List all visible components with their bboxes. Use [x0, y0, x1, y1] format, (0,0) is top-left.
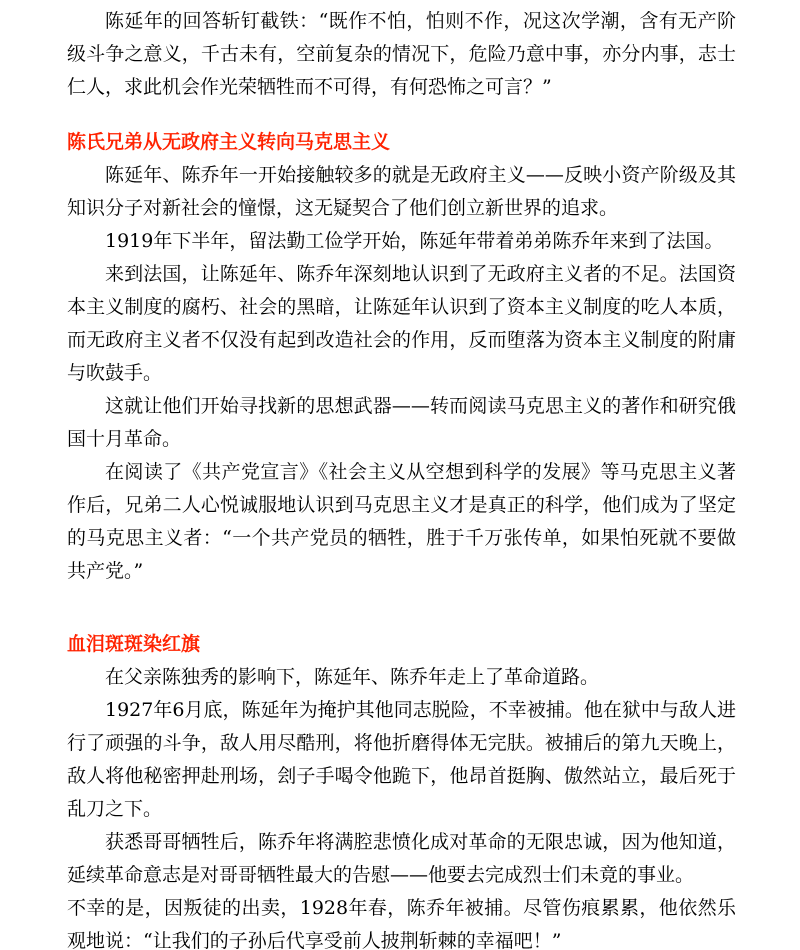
paragraph-1927-arrest: 1927年6月底，陈延年为掩护其他同志脱险，不幸被捕。他在狱中与敌人进行了顽强的斗争，敌人用尽酷刑，将他折磨得体无完肤。被捕后的第九天晚上，敌人将他秘密押赴刑场，刽子手喝令他跪下，他昂首挺胸、傲然站立，最后死于乱刀之下。: [67, 699, 736, 820]
paragraph-1928-arrest: 不幸的是，因叛徒的出卖，1928年春，陈乔年被捕。尽管伤痕累累，他依然乐观地说：“让我们的子孙后代享受前人披荆斩棘的幸福吧！”: [67, 897, 736, 950]
paragraph-new-ideological-weapon: 这就让他们开始寻找新的思想武器——转而阅读马克思主义的著作和研究俄国十月革命。: [67, 395, 736, 450]
section-heading-blood-stained-red-flag: 血泪斑斑染红旗: [67, 633, 201, 655]
paragraph-anarchism-contact: 陈延年、陈乔年一开始接触较多的就是无政府主义——反映小资产阶级及其知识分子对新社会的憧憬，这无疑契合了他们创立新世界的追求。: [67, 164, 736, 219]
paragraph-qiaonian-loyalty: 获悉哥哥牺牲后，陈乔年将满腔悲愤化成对革命的无限忠诚，因为他知道，延续革命意志是对哥哥牺牲最大的告慰——他要去完成烈士们未竟的事业。: [67, 831, 736, 886]
paragraph-chen-yannian-reply: 陈延年的回答斩钉截铁：“既作不怕，怕则不作，况这次学潮，含有无产阶级斗争之意义，千古未有，空前复杂的情况下，危险乃意中事，亦分内事，志士仁人，求此机会作光荣牺牲而不可得，有何恐怖之可言？”: [67, 10, 736, 98]
paragraph-france-realization: 来到法国，让陈延年、陈乔年深刻地认识到了无政府主义者的不足。法国资本主义制度的腐朽、社会的黑暗，让陈延年认识到了资本主义制度的吃人本质，而无政府主义者不仅没有起到改造社会的作用，反而堕落为资本主义制度的附庸与吹鼓手。: [67, 263, 736, 384]
paragraph-1919-france: 1919年下半年，留法勤工俭学开始，陈延年带着弟弟陈乔年来到了法国。: [105, 230, 724, 252]
section-heading-anarchism-to-marxism: 陈氏兄弟从无政府主义转向马克思主义: [67, 131, 391, 153]
paragraph-communist-manifesto: 在阅读了《共产党宣言》《社会主义从空想到科学的发展》等马克思主义著作后，兄弟二人心悦诚服地认识到马克思主义才是真正的科学，他们成为了坚定的马克思主义者：“一个共产党员的牺牲，胜于千万张传单，如果怕死就不要做共产党。”: [67, 461, 736, 582]
paragraph-revolution-path: 在父亲陈独秀的影响下，陈延年、陈乔年走上了革命道路。: [105, 666, 600, 688]
